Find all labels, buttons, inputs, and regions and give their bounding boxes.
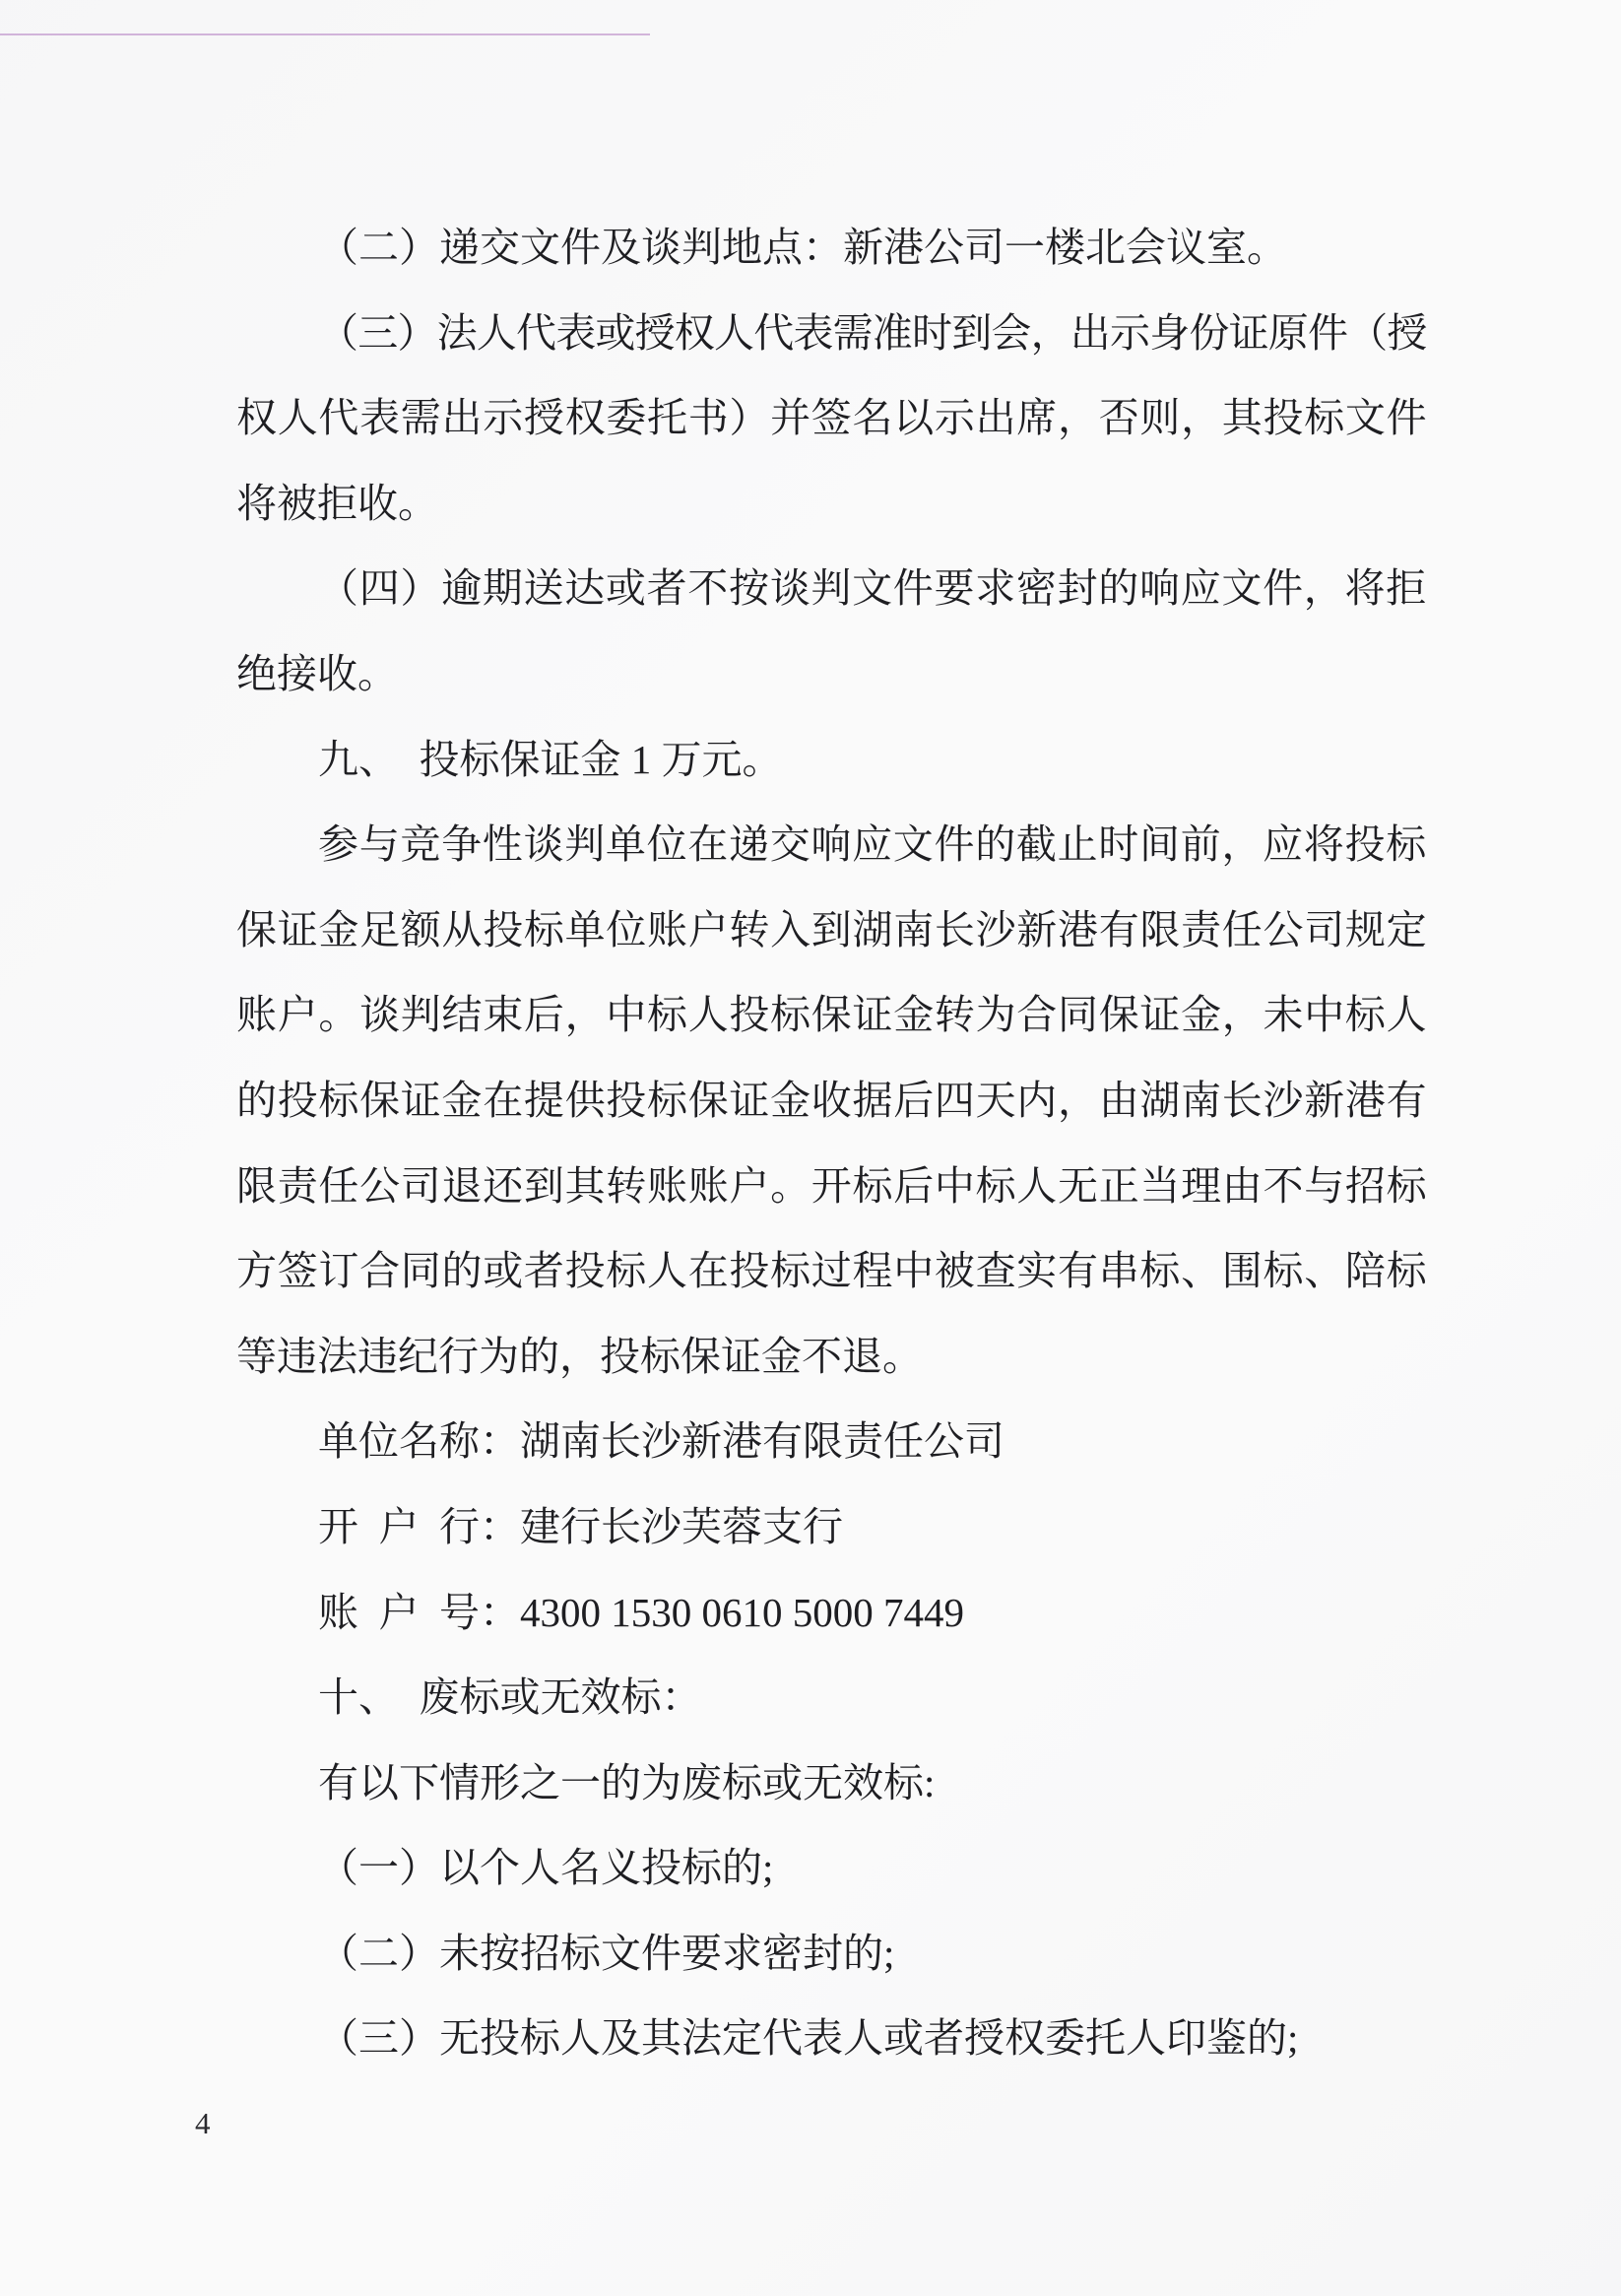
- text-line: （二）递交文件及谈判地点：新港公司一楼北会议室。: [318, 225, 1287, 270]
- text-line: 有以下情形之一的为废标或无效标:: [318, 1759, 936, 1805]
- text-line: 方签订合同的或者投标人在投标过程中被查实有串标、围标、陪标: [236, 1248, 1428, 1294]
- text-line: 参与竞争性谈判单位在递交响应文件的截止时间前，应将投标: [318, 821, 1427, 868]
- page-number: 4: [195, 2106, 211, 2140]
- text-line: 九、 投标保证金 1 万元。: [318, 736, 783, 782]
- text-line: 开 户 行：建行长沙芙蓉支行: [318, 1503, 843, 1549]
- text-line: 保证金足额从投标单位账户转入到湖南长沙新港有限责任公司规定: [236, 906, 1428, 952]
- text-line: （三）无投标人及其法定代表人或者授权委托人印鉴的;: [318, 2015, 1299, 2062]
- text-line: 绝接收。: [236, 650, 398, 696]
- text-line: 权人代表需出示授权委托书）并签名以示出席，否则，其投标文件: [236, 395, 1428, 441]
- text-line: 账户。谈判结束后，中标人投标保证金转为合同保证金，未中标人: [236, 992, 1428, 1038]
- text-line: 将被拒收。: [236, 480, 438, 526]
- document-body: [236, 205, 1430, 2081]
- text-line: 单位名称：湖南长沙新港有限责任公司: [318, 1418, 1005, 1465]
- text-line: 十、 废标或无效标：: [318, 1674, 702, 1721]
- text-line: （四）逾期送达或者不按谈判文件要求密封的响应文件，将拒: [318, 565, 1427, 612]
- text-line: 账 户 号：4300 1530 0610 5000 7449: [318, 1589, 964, 1635]
- text-line: （一）以个人名义投标的;: [318, 1845, 774, 1891]
- text-line: 的投标保证金在提供投标保证金收据后四天内，由湖南长沙新港有: [236, 1077, 1428, 1123]
- text-line: 等违法违纪行为的，投标保证金不退。: [236, 1333, 923, 1379]
- text-line: （二）未按招标文件要求密封的;: [318, 1930, 895, 1976]
- scan-artifact-line: [0, 33, 650, 35]
- text-line: （三）法人代表或授权人代表需准时到会，出示身份证原件（授: [318, 309, 1427, 356]
- text-line: 限责任公司退还到其转账账户。开标后中标人无正当理由不与招标: [236, 1162, 1428, 1209]
